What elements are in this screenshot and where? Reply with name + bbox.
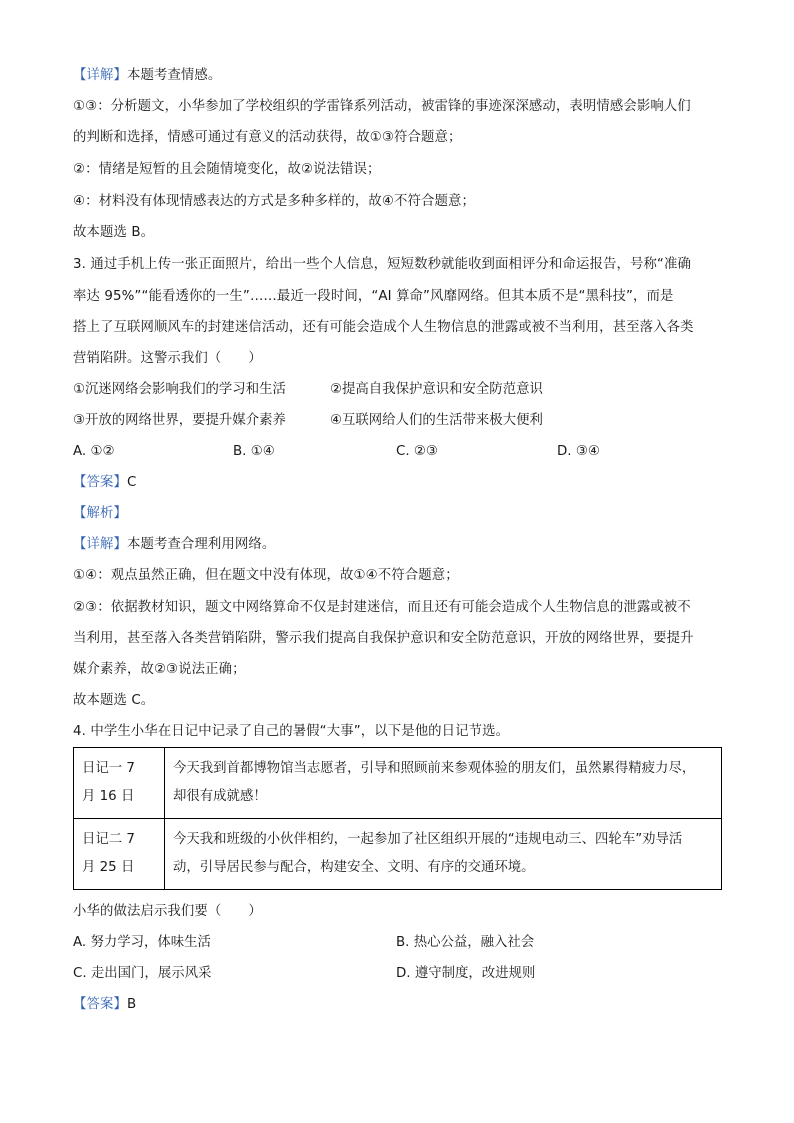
diary-table [73, 747, 722, 890]
q3-stem-line4: 营销陷阱。这警示我们（ ） [73, 351, 262, 366]
diary-text-cell [165, 748, 722, 819]
detail-text: 本题考查合理利用网络。 [126, 537, 276, 552]
q3-option-d: D. ③④ [557, 444, 600, 459]
q3-stem-line1: 3. 通过手机上传一张正面照片，给出一些个人信息，短短数秒就能收到面相评分和命运报告，号称“准确 [73, 257, 691, 272]
q3-stem-line2: 率达 95%”“能看透你的一生”……最近一段时间，“AI 算命”风靡网络。但其本质不是“黑科技”，而是 [73, 289, 674, 304]
diary-text-cell [165, 819, 722, 890]
q4-option-b: B. 热心公益，融入社会 [396, 935, 535, 950]
q3-analysis-label: 【解析】 [73, 506, 127, 521]
q4-question: 小华的做法启示我们要（ ） [73, 904, 262, 919]
diary-text-line1: 今天我到首都博物馆当志愿者，引导和照顾前来参观体验的朋友们，虽然累得精疲力尽， [173, 761, 696, 776]
detail-label: 【详解】 [73, 68, 127, 83]
q2-point2: ②：情绪是短暂的且会随情境变化，故②说法错误； [73, 162, 381, 177]
diary-date-cell [74, 748, 165, 819]
diary-date-line2: 月 16 日 [82, 789, 135, 804]
q3-item-1: ①沉迷网络会影响我们的学习和生活 [73, 382, 286, 397]
q3-item-3: ③开放的网络世界，要提升媒介素养 [73, 413, 286, 428]
q3-item-2: ②提高自我保护意识和安全防范意识 [330, 382, 543, 397]
q4-option-a: A. 努力学习，体味生活 [73, 935, 211, 950]
table-row [74, 819, 722, 890]
table-row [74, 748, 722, 819]
q4-stem: 4. 中学生小华在日记中记录了自己的暑假“大事”，以下是他的日记节选。 [73, 724, 510, 739]
diary-text-line1: 今天我和班级的小伙伴相约，一起参加了社区组织开展的“违规电动三、四轮车”劝导活 [173, 832, 683, 847]
diary-date-line1: 日记一 7 [82, 761, 135, 776]
q3-option-c: C. ②③ [396, 444, 438, 459]
q3-item-4: ④互联网给人们的生活带来极大便利 [330, 413, 543, 428]
q3-point14: ①④：观点虽然正确，但在题文中没有体现，故①④不符合题意； [73, 568, 459, 583]
q3-point23-line2: 当利用，甚至落入各类营销陷阱，警示我们提高自我保护意识和安全防范意识，开放的网络世界，要提升 [73, 631, 694, 646]
q3-conclusion: 故本题选 C。 [73, 693, 155, 708]
q2-point4: ④：材料没有体现情感表达的方式是多种多样的，故④不符合题意； [73, 194, 475, 209]
diary-date-line2: 月 25 日 [82, 860, 135, 875]
q3-detail-line [73, 535, 275, 555]
answer-label: 【答案】 [73, 475, 127, 490]
diary-date-cell [74, 819, 165, 890]
q3-point23-line3: 媒介素养，故②③说法正确； [73, 662, 246, 677]
answer-value: B [126, 997, 137, 1012]
q3-point23-line1: ②③：依据教材知识，题文中网络算命不仅是封建迷信，而且还有可能会造成个人生物信息的泄露或被不 [73, 600, 691, 615]
detail-label: 【详解】 [73, 537, 127, 552]
q4-option-d: D. 遵守制度，改进规则 [396, 966, 536, 981]
q3-answer-line [73, 473, 136, 493]
diary-text-line2: 动，引导居民参与配合，构建安全、文明、有序的交通环境。 [173, 860, 535, 875]
q2-point13-line1: ①③：分析题文，小华参加了学校组织的学雷锋系列活动，被雷锋的事迹深深感动，表明情感会影响人们 [73, 99, 691, 114]
answer-label: 【答案】 [73, 997, 127, 1012]
q4-answer-line [73, 995, 136, 1015]
detail-text: 本题考查情感。 [126, 68, 222, 83]
q3-stem-line3: 搭上了互联网顺风车的封建迷信活动，还有可能会造成个人生物信息的泄露或被不当利用，甚至落入各类 [73, 320, 694, 335]
diary-text-line2: 却很有成就感！ [173, 789, 267, 804]
q3-option-b: B. ①④ [233, 444, 275, 459]
q4-option-c: C. 走出国门，展示风采 [73, 966, 212, 981]
diary-date-line1: 日记二 7 [82, 832, 135, 847]
answer-value: C [126, 475, 137, 490]
q3-option-a: A. ①② [73, 444, 115, 459]
q2-detail-line [73, 66, 221, 86]
q2-conclusion: 故本题选 B。 [73, 225, 155, 240]
q2-point13-line2: 的判断和选择，情感可通过有意义的活动获得，故①③符合题意； [73, 130, 462, 145]
